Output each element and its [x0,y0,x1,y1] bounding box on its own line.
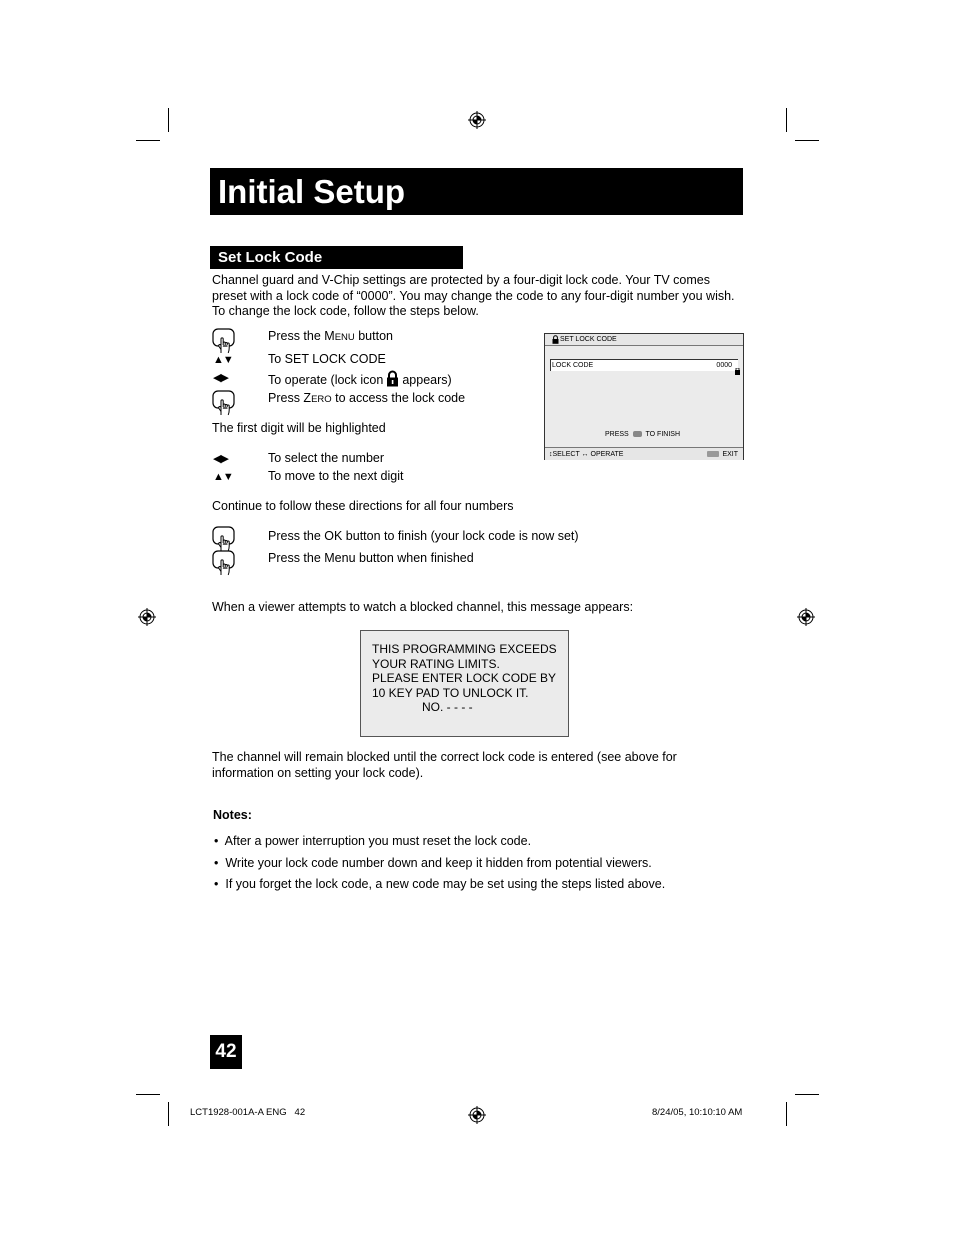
continue-note: Continue to follow these directions for all four numbers [212,499,514,513]
screen-header [545,334,743,346]
print-footer-left: LCT1928-001A-A ENG 42 [190,1107,306,1118]
ok-button-icon [633,431,642,437]
step-text: To operate (lock icon [268,373,384,387]
step-text: Press Z [268,391,312,405]
select-operate-hint: ↕SELECT ↔ OPERATE [549,451,624,458]
blocked-message-line: THIS PROGRAMMING EXCEEDS [372,642,557,656]
tv-screen-illustration [544,333,744,460]
left-right-arrows-icon: ◀▶ [213,372,228,384]
crop-mark [136,140,160,141]
note-item [214,834,531,849]
left-right-arrows-icon: ◀▶ [213,453,228,465]
crop-mark [786,1102,787,1126]
page-title-bar [210,168,743,215]
lock-code-row [550,359,738,371]
section-heading: Set Lock Code [218,249,323,266]
print-footer-right: 8/24/05, 10:10:10 AM [652,1107,743,1118]
step-text-smallcaps: ERO [311,394,332,405]
press-to-finish [605,430,680,439]
blocked-message-box [360,630,569,737]
blocked-message-line: PLEASE ENTER LOCK CODE BY [372,671,557,685]
press-button-hand-icon [212,550,238,576]
exit-text: EXIT [722,451,738,458]
registration-mark-icon [797,608,815,626]
note-text: After a power interruption you must reset the lock code. [224,834,532,848]
step-text: to access the lock code [331,391,466,405]
step-select-number: To select the number [268,451,385,465]
step-text: Press the M [268,329,335,343]
registration-mark-icon [138,608,156,626]
exit-hint [707,450,738,459]
intro-paragraph [212,273,752,320]
notes-heading: Notes: [213,808,252,822]
after-paragraph [212,750,677,781]
menu-button-icon [707,451,719,457]
press-button-hand-icon [212,526,238,552]
intro-line: preset with a lock code of “0000”. You may change the code to any four-digit number you wish. [212,288,735,303]
after-line: The channel will remain blocked until the correct lock code is entered (see above for [212,750,677,764]
step-press-menu [268,329,393,346]
note-item [214,877,665,892]
step-operate [268,370,452,389]
page-title: Initial Setup [218,173,406,210]
bullet: • [214,834,219,848]
screen-header-title: SET LOCK CODE [560,336,617,343]
step-press-zero [268,391,465,408]
page-number-box [210,1035,242,1069]
step-text: button [354,329,393,343]
blocked-message-line: 10 KEY PAD TO UNLOCK IT. [372,685,529,700]
lock-code-value: 0000 [716,362,732,369]
intro-line: Channel guard and V-Chip settings are protected by a four-digit lock code. Your TV comes [212,273,710,287]
up-down-arrows-icon: ▲▼ [213,354,233,366]
step-text: appears) [402,373,452,387]
step-next-digit: To move to the next digit [268,469,404,483]
bullet: • [214,856,219,870]
registration-mark-icon [468,111,486,129]
press-text: PRESS [605,431,629,438]
blocked-message-line: YOUR RATING LIMITS. [372,656,500,671]
highlight-note: The first digit will be highlighted [212,421,386,435]
step-set-lock-code: To SET LOCK CODE [268,352,386,366]
step-text-smallcaps: ENU [334,332,355,343]
crop-mark [136,1094,160,1095]
crop-mark [168,1102,169,1126]
registration-mark-icon [468,1106,486,1124]
press-button-hand-icon [212,390,238,416]
blocked-intro: When a viewer attempts to watch a blocked channel, this message appears: [212,600,634,614]
lock-status-icon [735,368,741,375]
bullet: • [214,877,219,891]
step-press-ok: Press the OK button to finish (your lock code is now set) [268,529,579,543]
lock-code-label: LOCK CODE [552,362,594,369]
after-line: information on setting your lock code). [212,765,424,780]
up-down-arrows-icon: ▲▼ [213,471,233,483]
crop-mark [786,108,787,132]
section-heading-bar [210,246,463,269]
note-text: If you forget the lock code, a new code may be set using the steps listed above. [225,877,666,891]
blocked-message-line: NO. - - - - [422,700,473,714]
lock-icon [552,335,559,344]
note-text: Write your lock code number down and keep it hidden from potential viewers. [225,856,652,870]
intro-line: To change the lock code, follow the steps below. [212,304,479,318]
note-item [214,856,652,871]
press-text: TO FINISH [645,431,680,438]
crop-mark [168,108,169,132]
crop-mark [795,1094,819,1095]
screen-footer [545,447,743,460]
lock-icon [386,370,399,387]
press-button-hand-icon [212,328,238,354]
step-press-menu-finish: Press the Menu button when finished [268,551,474,565]
page-number: 42 [215,1041,237,1062]
crop-mark [795,140,819,141]
